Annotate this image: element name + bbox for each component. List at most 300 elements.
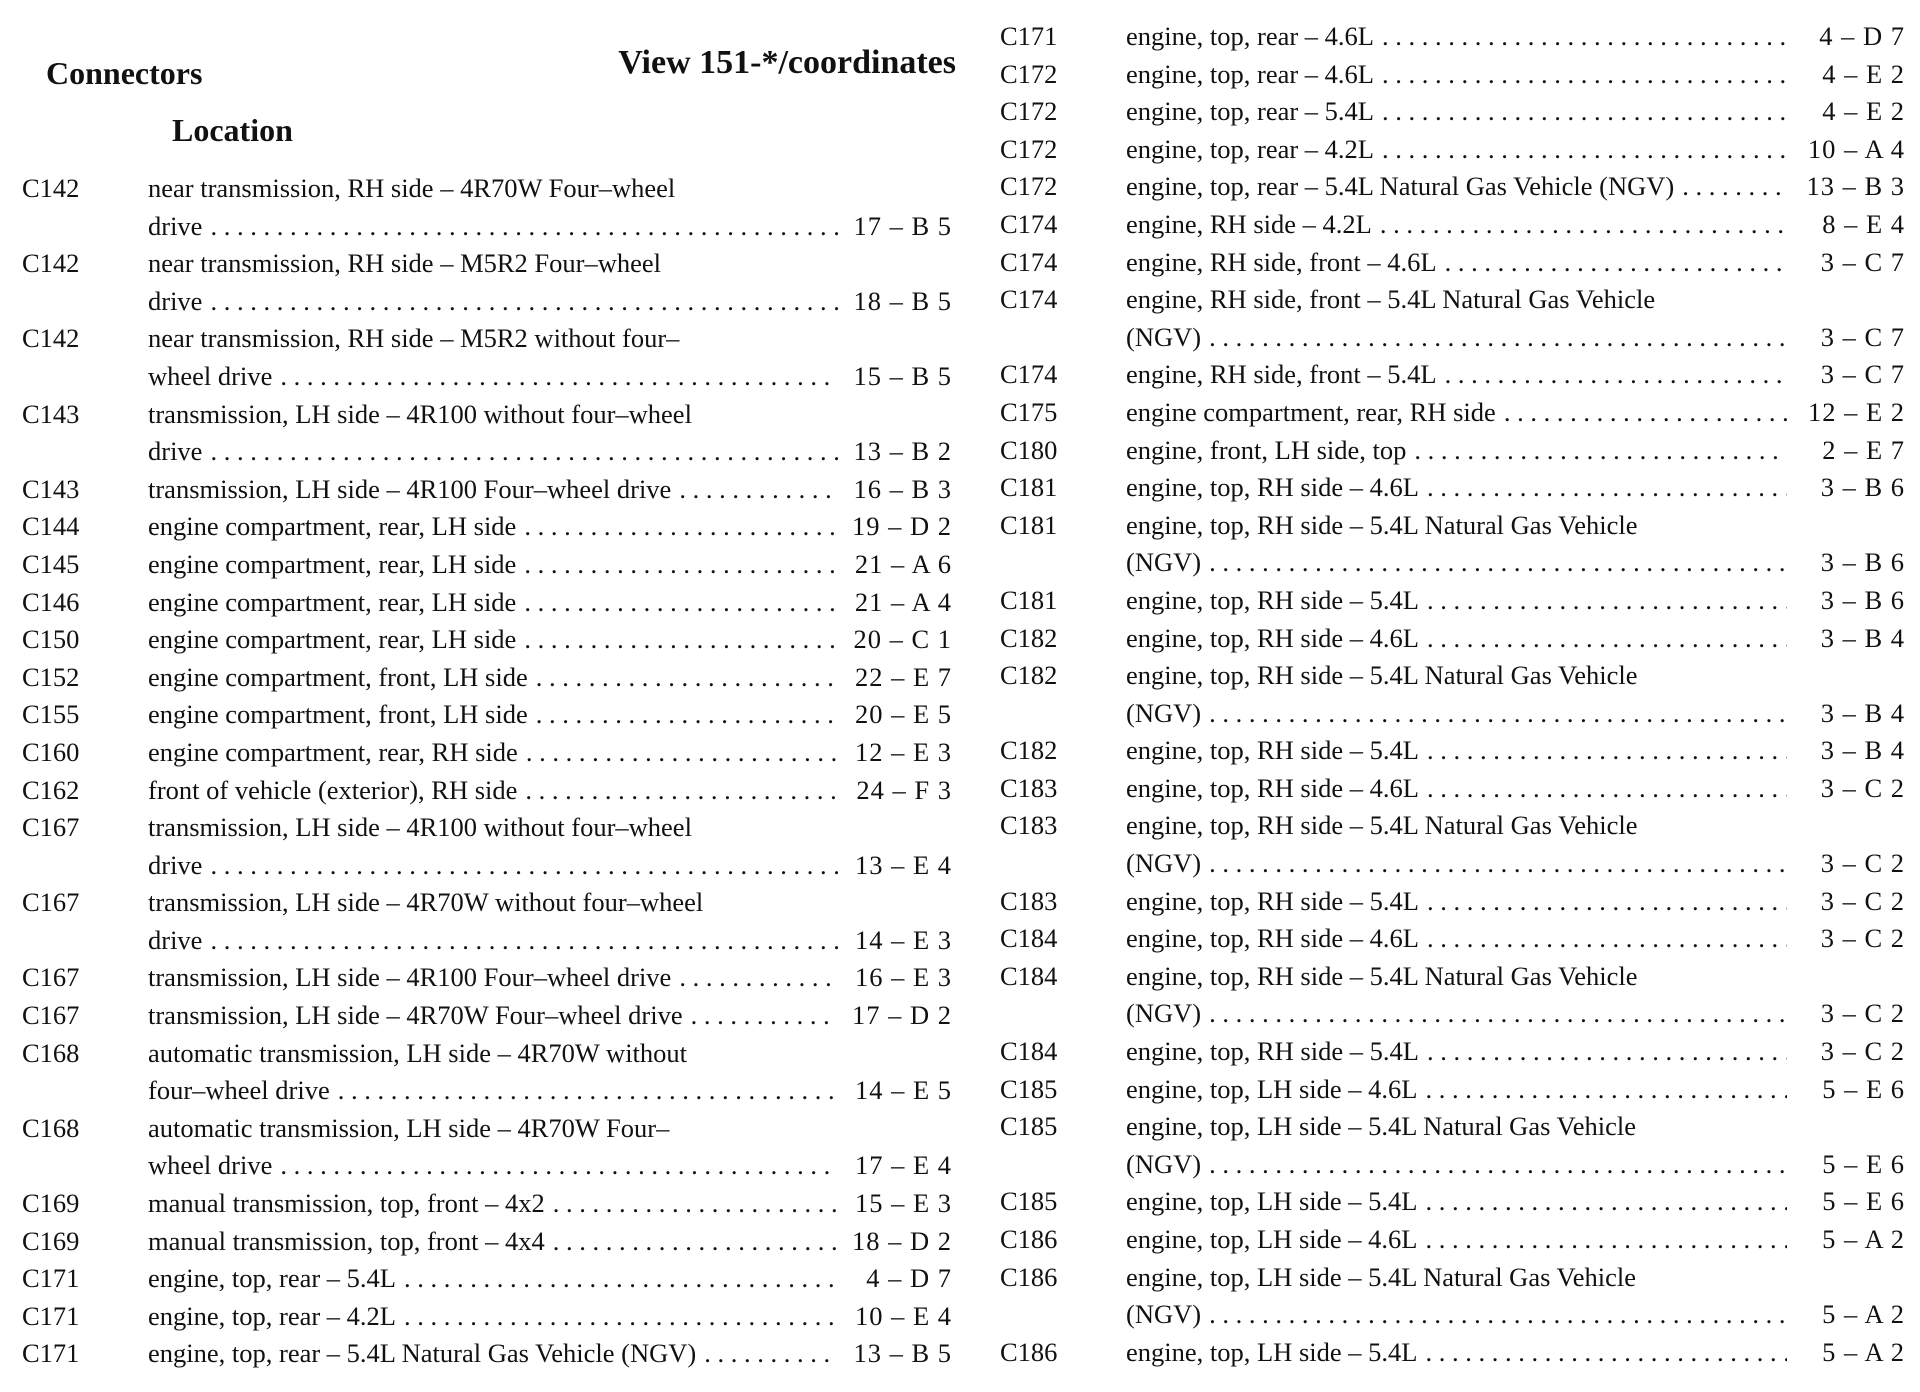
- description-line: [1126, 1183, 1905, 1221]
- connector-entry: [1000, 131, 1905, 169]
- coordinate-ref: 3 – B 4: [1820, 622, 1905, 653]
- dot-leader: [1209, 1296, 1787, 1334]
- connector-entry: [1000, 620, 1905, 658]
- location-description: engine, top, rear – 4.2L: [1126, 133, 1374, 164]
- connector-code: C174: [1000, 208, 1058, 239]
- entry-line: [22, 358, 952, 396]
- connector-entry: [22, 1035, 952, 1110]
- dot-leader: [1427, 920, 1787, 958]
- connector-code: C183: [1000, 885, 1058, 916]
- connector-code: C168: [22, 1037, 80, 1068]
- dot-leader: [210, 433, 838, 471]
- coordinate-ref: 3 – C 7: [1820, 321, 1905, 352]
- description-line: [1126, 319, 1905, 357]
- location-description: engine compartment, front, LH side: [148, 661, 528, 692]
- dot-leader: [1380, 206, 1787, 244]
- dot-leader: [1682, 168, 1787, 206]
- entry-line: [1000, 657, 1905, 695]
- dot-leader: [338, 1072, 838, 1110]
- location-description: automatic transmission, LH side – 4R70W Four–: [148, 1112, 670, 1143]
- description-line: [148, 1147, 952, 1185]
- connector-code: C185: [1000, 1073, 1058, 1104]
- coordinate-ref: 13 – B 2: [853, 436, 952, 467]
- description-line: [1126, 1259, 1905, 1297]
- connector-entry: [1000, 1071, 1905, 1109]
- connector-code: C182: [1000, 660, 1058, 691]
- location-description: engine, top, RH side – 5.4L: [1126, 735, 1419, 766]
- location-description: engine, top, rear – 5.4L: [1126, 96, 1374, 127]
- description-line: [1126, 958, 1905, 996]
- connector-code: C168: [22, 1112, 80, 1143]
- location-description: engine, front, LH side, top: [1126, 434, 1407, 465]
- entry-line: [22, 283, 952, 321]
- connector-entry: [1000, 1259, 1905, 1334]
- dot-leader: [536, 659, 838, 697]
- entry-line: [22, 809, 952, 847]
- dot-leader: [524, 621, 838, 659]
- entry-line: [1000, 1334, 1905, 1372]
- connector-entry: [1000, 469, 1905, 507]
- location-description: manual transmission, top, front – 4x4: [148, 1225, 545, 1256]
- dot-leader: [1209, 995, 1787, 1033]
- location-description: engine, top, rear – 5.4L: [148, 1263, 396, 1294]
- dot-leader: [524, 508, 838, 546]
- connector-entry: [22, 1223, 952, 1261]
- location-description: drive: [148, 924, 203, 955]
- coordinate-ref: 3 – B 6: [1820, 472, 1905, 503]
- connector-code: C181: [1000, 584, 1058, 615]
- connector-code: C184: [1000, 1036, 1058, 1067]
- dot-leader: [1209, 1146, 1787, 1184]
- dot-leader: [1427, 770, 1787, 808]
- location-description: engine compartment, rear, LH side: [148, 624, 517, 655]
- connector-entry: [1000, 807, 1905, 882]
- entry-line: [22, 659, 952, 697]
- location-description: (NGV): [1126, 697, 1202, 728]
- entry-line: [1000, 356, 1905, 394]
- entry-line: [1000, 807, 1905, 845]
- location-description: manual transmission, top, front – 4x2: [148, 1188, 545, 1219]
- coordinate-ref: 3 – B 4: [1820, 735, 1905, 766]
- coordinate-ref: 3 – C 2: [1820, 885, 1905, 916]
- entry-line: [22, 959, 952, 997]
- entry-line: [22, 584, 952, 622]
- location-description: drive: [148, 436, 203, 467]
- entry-line: [1000, 1033, 1905, 1071]
- entry-line: [1000, 845, 1905, 883]
- connector-code: C142: [22, 323, 80, 354]
- location-description: engine, top, RH side – 5.4L: [1126, 584, 1419, 615]
- location-description: engine, top, RH side – 5.4L Natural Gas Vehicle: [1126, 509, 1638, 540]
- coordinate-ref: 5 – A 2: [1822, 1299, 1905, 1330]
- coordinate-ref: 3 – C 7: [1820, 359, 1905, 390]
- dot-leader: [210, 922, 838, 960]
- description-line: [148, 584, 952, 622]
- dot-leader: [1209, 319, 1787, 357]
- entry-line: [1000, 1146, 1905, 1184]
- coordinate-ref: 13 – E 4: [854, 849, 952, 880]
- connector-entry: [1000, 1183, 1905, 1221]
- location-description: engine, top, RH side – 5.4L Natural Gas Vehicle: [1126, 960, 1638, 991]
- coordinate-ref: 20 – E 5: [854, 699, 952, 730]
- dot-leader: [1425, 1071, 1787, 1109]
- description-line: [148, 546, 952, 584]
- dot-leader: [1425, 1183, 1787, 1221]
- coordinate-ref: 16 – E 3: [854, 962, 952, 993]
- description-line: [1126, 18, 1905, 56]
- connector-code: C167: [22, 812, 80, 843]
- description-line: [1126, 93, 1905, 131]
- location-description: (NGV): [1126, 848, 1202, 879]
- location-description: engine, top, LH side – 5.4L: [1126, 1186, 1418, 1217]
- location-description: engine, RH side – 4.2L: [1126, 208, 1372, 239]
- connector-entry: [22, 959, 952, 997]
- entry-line: [1000, 920, 1905, 958]
- entry-line: [22, 696, 952, 734]
- connector-code: C182: [1000, 622, 1058, 653]
- connector-entry: [1000, 281, 1905, 356]
- connector-entry: [1000, 1033, 1905, 1071]
- description-line: [1126, 732, 1905, 770]
- connector-entry: [22, 772, 952, 810]
- dot-leader: [210, 283, 838, 321]
- entry-line: [22, 396, 952, 434]
- location-description: automatic transmission, LH side – 4R70W without: [148, 1037, 688, 1068]
- location-description: transmission, LH side – 4R70W Four–wheel drive: [148, 1000, 683, 1031]
- coordinate-ref: 14 – E 3: [854, 924, 952, 955]
- dot-leader: [404, 1298, 838, 1336]
- dot-leader: [1427, 620, 1787, 658]
- coordinate-ref: 5 – E 6: [1822, 1073, 1905, 1104]
- connector-entry: [22, 170, 952, 245]
- coordinate-ref: 3 – C 2: [1820, 1036, 1905, 1067]
- entry-line: [1000, 1108, 1905, 1146]
- coordinate-ref: 3 – B 6: [1820, 547, 1905, 578]
- dot-leader: [1425, 1334, 1787, 1372]
- connector-entry: [1000, 657, 1905, 732]
- coordinate-ref: 13 – B 5: [853, 1338, 952, 1369]
- entry-line: [1000, 544, 1905, 582]
- location-description: transmission, LH side – 4R70W without four–wheel: [148, 887, 704, 918]
- coordinate-ref: 3 – C 2: [1820, 848, 1905, 879]
- coordinate-ref: 8 – E 4: [1822, 208, 1905, 239]
- dot-leader: [525, 772, 838, 810]
- entry-line: [22, 734, 952, 772]
- entry-line: [1000, 319, 1905, 357]
- entry-line: [22, 1035, 952, 1073]
- connector-code: C184: [1000, 923, 1058, 954]
- location-description: engine compartment, rear, LH side: [148, 548, 517, 579]
- dot-leader: [1209, 845, 1787, 883]
- entry-line: [1000, 1221, 1905, 1259]
- description-line: [148, 922, 952, 960]
- location-description: engine, top, LH side – 4.6L: [1126, 1224, 1418, 1254]
- connector-code: C143: [22, 473, 80, 504]
- connector-code: C143: [22, 398, 80, 429]
- description-line: [1126, 695, 1905, 733]
- description-line: [1126, 1146, 1905, 1184]
- dot-leader: [553, 1223, 838, 1261]
- description-line: [148, 1223, 952, 1261]
- location-description: transmission, LH side – 4R100 Four–wheel drive: [148, 473, 672, 504]
- connector-code: C172: [1000, 96, 1058, 127]
- entry-line: [1000, 469, 1905, 507]
- view-coordinates-heading: View 151-*/coordinates: [618, 44, 956, 81]
- entry-line: [1000, 582, 1905, 620]
- dot-leader: [210, 847, 838, 885]
- description-line: [1126, 657, 1905, 695]
- location-description: engine, top, rear – 5.4L Natural Gas Vehicle (NGV): [148, 1338, 697, 1369]
- dot-leader: [1425, 1221, 1787, 1259]
- dot-leader: [1427, 582, 1787, 620]
- location-description: engine, top, rear – 4.6L: [1126, 58, 1374, 89]
- location-heading: Location: [172, 112, 293, 148]
- dot-leader: [1445, 244, 1787, 282]
- description-line: [148, 1260, 952, 1298]
- entry-line: [22, 997, 952, 1035]
- coordinate-ref: 18 – B 5: [853, 285, 952, 316]
- description-line: [148, 170, 952, 208]
- connector-entry: [1000, 168, 1905, 206]
- entry-line: [22, 884, 952, 922]
- description-line: [1126, 1108, 1905, 1146]
- description-line: [148, 659, 952, 697]
- dot-leader: [1427, 1033, 1787, 1071]
- entry-line: [22, 1335, 952, 1373]
- connector-code: C169: [22, 1188, 80, 1219]
- coordinate-ref: 22 – E 7: [854, 661, 952, 692]
- connector-code: C172: [1000, 133, 1058, 164]
- entry-line: [22, 508, 952, 546]
- entry-line: [22, 471, 952, 509]
- entry-line: [1000, 432, 1905, 470]
- coordinate-ref: 14 – E 5: [854, 1075, 952, 1106]
- connector-entry: [22, 320, 952, 395]
- connector-entry: [1000, 206, 1905, 244]
- connector-code: C183: [1000, 810, 1058, 841]
- connectors-heading: Connectors: [46, 55, 203, 91]
- description-line: [1126, 995, 1905, 1033]
- entry-line: [1000, 770, 1905, 808]
- connector-entry: [1000, 1334, 1905, 1372]
- description-line: [1126, 1334, 1905, 1372]
- connector-entry: [22, 546, 952, 584]
- location-description: engine, top, RH side – 5.4L Natural Gas Vehicle: [1126, 660, 1638, 691]
- connector-entry: [22, 1298, 952, 1336]
- coordinate-ref: 4 – E 2: [1822, 96, 1905, 127]
- description-line: [148, 1335, 952, 1373]
- connector-entry: [22, 1185, 952, 1223]
- description-line: [1126, 56, 1905, 94]
- coordinate-ref: 4 – D 7: [866, 1263, 952, 1294]
- connector-code: C152: [22, 661, 80, 692]
- connector-entry: [1000, 244, 1905, 282]
- description-line: [148, 433, 952, 471]
- location-description: engine compartment, front, LH side: [148, 699, 528, 730]
- connector-code: C144: [22, 511, 80, 542]
- coordinate-ref: 4 – E 2: [1822, 58, 1905, 89]
- entry-line: [22, 847, 952, 885]
- connector-code: C172: [1000, 171, 1058, 202]
- connector-code: C180: [1000, 434, 1058, 465]
- description-line: [148, 208, 952, 246]
- description-line: [148, 959, 952, 997]
- entry-line: [1000, 93, 1905, 131]
- connector-code: C181: [1000, 509, 1058, 540]
- coordinate-ref: 10 – E 4: [854, 1300, 952, 1331]
- location-description: engine compartment, rear, LH side: [148, 511, 517, 542]
- location-description: drive: [148, 849, 203, 880]
- description-line: [1126, 394, 1905, 432]
- description-line: [148, 1185, 952, 1223]
- location-description: engine, top, rear – 5.4L Natural Gas Vehicle (NGV): [1126, 171, 1675, 202]
- entry-line: [22, 1110, 952, 1148]
- entry-line: [1000, 507, 1905, 545]
- location-description: transmission, LH side – 4R100 Four–wheel drive: [148, 962, 672, 993]
- dot-leader: [704, 1335, 838, 1373]
- coordinate-ref: 12 – E 3: [854, 736, 952, 767]
- description-line: [148, 1110, 952, 1148]
- connector-entry: [1000, 770, 1905, 808]
- description-line: [1126, 131, 1905, 169]
- location-description: engine compartment, rear, RH side: [1126, 396, 1496, 427]
- coordinate-ref: 15 – E 3: [854, 1188, 952, 1219]
- connector-entry: [1000, 883, 1905, 921]
- connector-entry: [1000, 732, 1905, 770]
- entry-line: [22, 1298, 952, 1336]
- coordinate-ref: 20 – C 1: [853, 624, 952, 655]
- entry-line: [1000, 995, 1905, 1033]
- coordinate-ref: 17 – E 4: [854, 1150, 952, 1181]
- connector-code: C181: [1000, 472, 1058, 503]
- dot-leader: [1209, 544, 1787, 582]
- coordinate-ref: 3 – C 2: [1820, 998, 1905, 1029]
- dot-leader: [1504, 394, 1787, 432]
- description-line: [1126, 620, 1905, 658]
- description-line: [1126, 206, 1905, 244]
- connector-code: C171: [1000, 21, 1058, 51]
- location-description: engine, top, RH side – 4.6L: [1126, 772, 1419, 803]
- location-description: engine, RH side, front – 4.6L: [1126, 246, 1437, 277]
- connector-entry: [22, 1260, 952, 1298]
- entry-line: [1000, 1183, 1905, 1221]
- description-line: [1126, 507, 1905, 545]
- location-description: engine, top, LH side – 4.6L: [1126, 1073, 1418, 1104]
- location-description: engine, top, RH side – 4.6L: [1126, 472, 1419, 503]
- description-line: [148, 245, 952, 283]
- coordinate-ref: 19 – D 2: [851, 511, 952, 542]
- location-description: wheel drive: [148, 1150, 273, 1181]
- entry-line: [22, 1147, 952, 1185]
- dot-leader: [553, 1185, 838, 1223]
- description-line: [148, 1072, 952, 1110]
- connector-entry: [1000, 56, 1905, 94]
- description-line: [148, 471, 952, 509]
- connector-entry: [22, 884, 952, 959]
- entry-line: [22, 208, 952, 246]
- connector-entry: [1000, 93, 1905, 131]
- dot-leader: [1445, 356, 1787, 394]
- connector-entry: [1000, 507, 1905, 582]
- connector-entry: [22, 621, 952, 659]
- description-line: [1126, 1296, 1905, 1334]
- left-connector-list: [22, 170, 952, 1373]
- connector-code: C174: [1000, 284, 1058, 315]
- entry-line: [22, 170, 952, 208]
- connector-entry: [22, 734, 952, 772]
- entry-line: [1000, 1071, 1905, 1109]
- description-line: [148, 997, 952, 1035]
- location-description: front of vehicle (exterior), RH side: [148, 774, 518, 805]
- connector-entry: [22, 584, 952, 622]
- location-description: engine, top, LH side – 5.4L Natural Gas Vehicle: [1126, 1261, 1636, 1292]
- connector-entry: [22, 659, 952, 697]
- coordinate-ref: 3 – B 6: [1820, 584, 1905, 615]
- connector-code: C185: [1000, 1111, 1058, 1142]
- entry-line: [1000, 18, 1905, 56]
- connector-code: C172: [1000, 58, 1058, 89]
- connector-code: C174: [1000, 246, 1058, 277]
- description-line: [1126, 1033, 1905, 1071]
- connector-code: C186: [1000, 1261, 1058, 1292]
- entry-line: [1000, 394, 1905, 432]
- coordinate-ref: 5 – A 2: [1822, 1336, 1905, 1367]
- connector-code: C171: [22, 1300, 80, 1331]
- entry-line: [22, 1260, 952, 1298]
- entry-line: [1000, 244, 1905, 282]
- description-line: [148, 508, 952, 546]
- dot-leader: [526, 734, 838, 772]
- entry-line: [22, 772, 952, 810]
- entry-line: [1000, 56, 1905, 94]
- connector-entry: [22, 1110, 952, 1185]
- dot-leader: [1382, 131, 1787, 169]
- entry-line: [22, 320, 952, 358]
- entry-line: [1000, 131, 1905, 169]
- coordinate-ref: 24 – F 3: [856, 774, 952, 805]
- connector-entry: [1000, 18, 1905, 56]
- description-line: [148, 734, 952, 772]
- location-description: (NGV): [1126, 547, 1202, 578]
- dot-leader: [210, 208, 838, 246]
- connector-code: C184: [1000, 960, 1058, 991]
- connector-entry: [22, 245, 952, 320]
- entry-line: [22, 1223, 952, 1261]
- coordinate-ref: 3 – B 4: [1820, 697, 1905, 728]
- entry-line: [1000, 620, 1905, 658]
- connector-code: C145: [22, 548, 80, 579]
- description-line: [1126, 582, 1905, 620]
- connector-entry: [22, 1335, 952, 1373]
- dot-leader: [679, 959, 838, 997]
- description-line: [148, 1298, 952, 1336]
- description-line: [1126, 168, 1905, 206]
- dot-leader: [1414, 432, 1787, 470]
- entry-line: [22, 433, 952, 471]
- coordinate-ref: 3 – C 2: [1820, 772, 1905, 803]
- entry-line: [1000, 695, 1905, 733]
- description-line: [148, 1035, 952, 1073]
- dot-leader: [404, 1260, 838, 1298]
- coordinate-ref: 12 – E 2: [1807, 396, 1905, 427]
- coordinate-ref: 21 – A 6: [854, 548, 952, 579]
- coordinate-ref: 5 – A 2: [1822, 1224, 1905, 1254]
- connector-code: C183: [1000, 772, 1058, 803]
- connector-code: C162: [22, 774, 80, 805]
- dot-leader: [679, 471, 838, 509]
- location-description: transmission, LH side – 4R100 without four–wheel: [148, 398, 692, 429]
- coordinate-ref: 17 – D 2: [851, 1000, 952, 1031]
